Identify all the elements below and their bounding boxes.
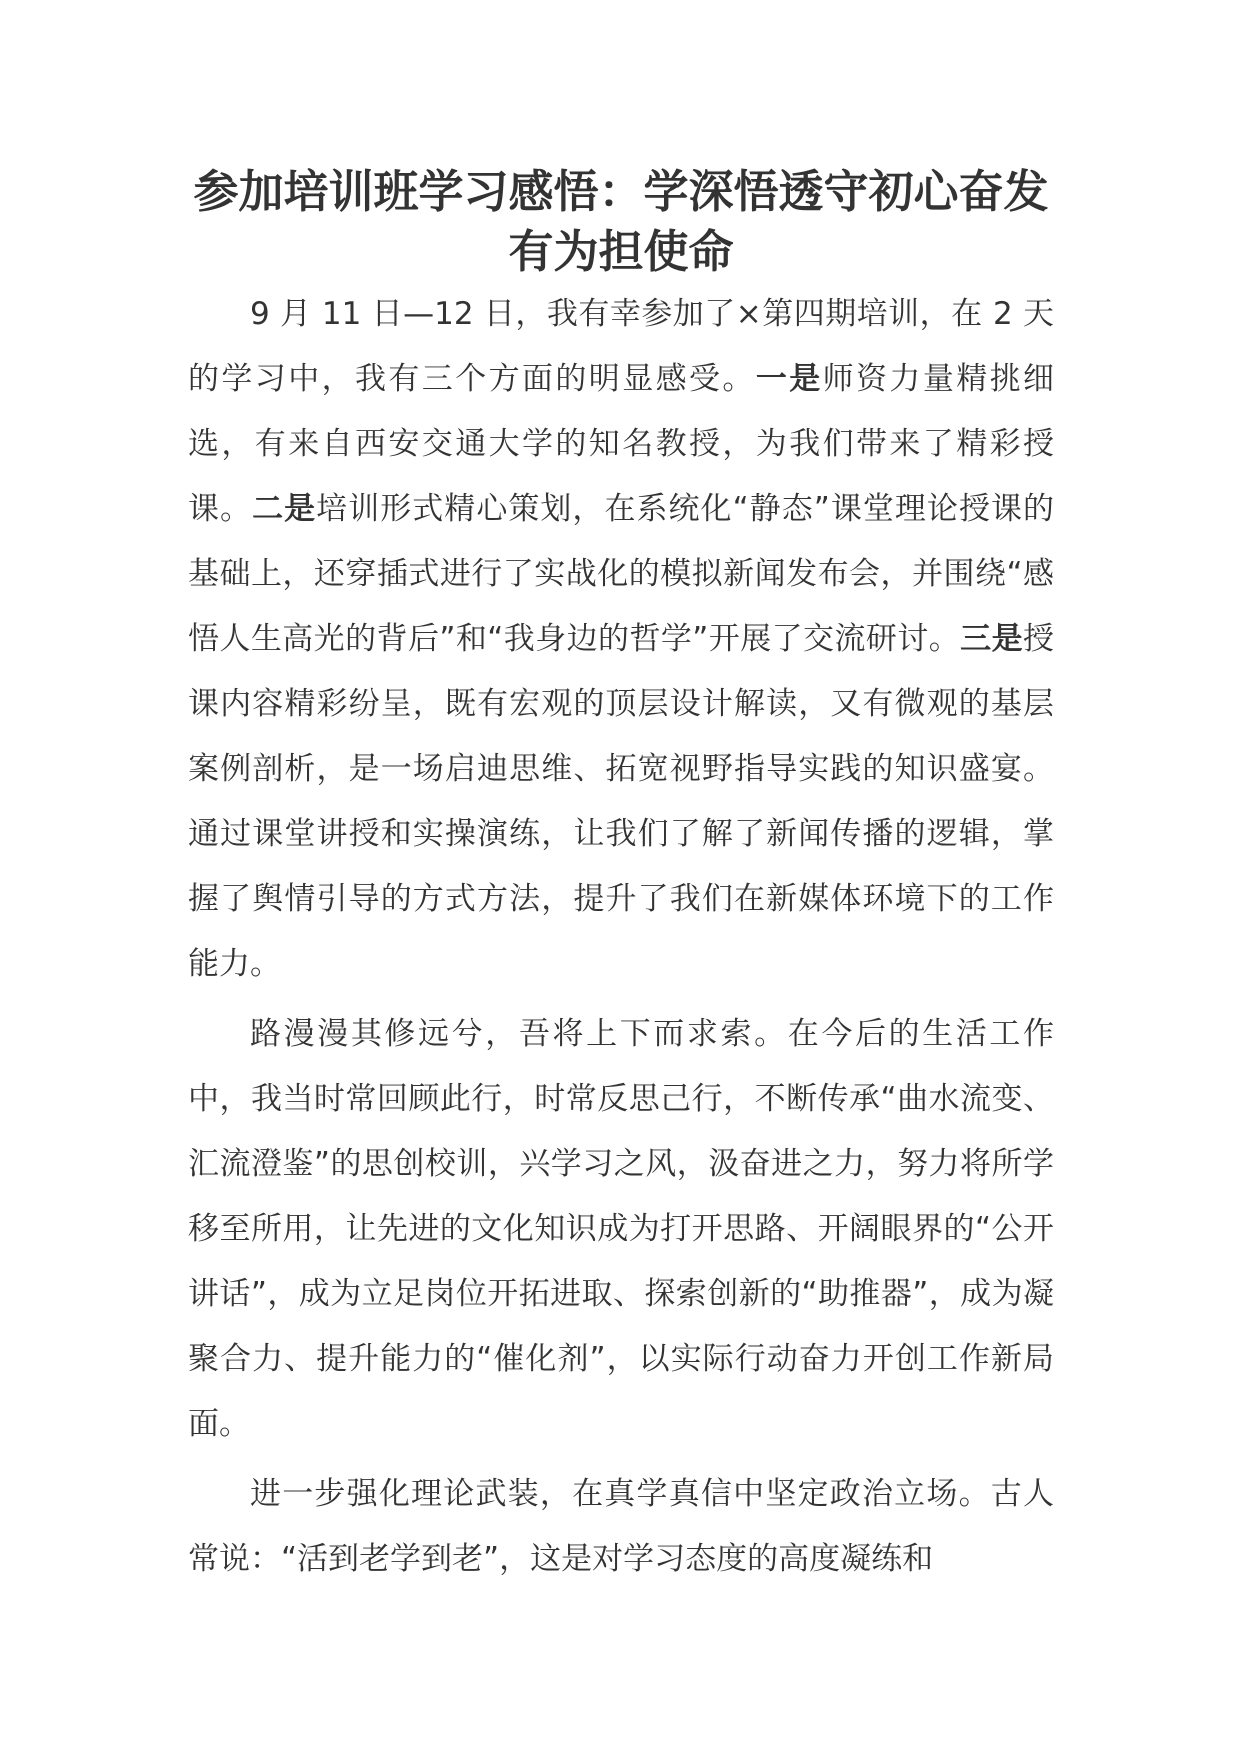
title-line-2: 有为担使命 xyxy=(508,225,734,278)
document-page xyxy=(188,162,1054,1597)
paragraph-1-text-1: 9 月 11 日—12 日，我有幸参加了×第四期培训，在 2 天的学习中，我有三个方面的明显感受。 xyxy=(188,296,1054,397)
emphasis-second: 二是 xyxy=(252,491,317,527)
emphasis-third: 三是 xyxy=(960,621,1023,657)
paragraph-1-text-4: 授课内容精彩纷呈，既有宏观的顶层设计解读，又有微观的基层案例剖析，是一场启迪思维、拓宽视野指导实践的知识盛宴。通过课堂讲授和实操演练，让我们了解了新闻传播的逻辑，掌握了舆情引导的方式方法，提升了我们在新媒体环境下的工作能力。 xyxy=(188,621,1054,982)
paragraph-2: 路漫漫其修远兮，吾将上下而求索。在今后的生活工作中，我当时常回顾此行，时常反思己行，不断传承“曲水流变、汇流澄鉴”的思创校训，兴学习之风，汲奋进之力，努力将所学移至所用，让先进的文化知识成为打开思路、开阔眼界的“公开讲话”，成为立足岗位开拓进取、探索创新的“助推器”，成为凝聚合力、提升能力的“催化剂”，以实际行动奋力开创工作新局面。 xyxy=(188,1016,1054,1442)
document-title xyxy=(188,162,1054,282)
paragraph-1-text-2: 师资力量精挑细选，有来自西安交通大学的知名教授，为我们带来了精彩授课。 xyxy=(188,361,1055,527)
paragraph-1 xyxy=(188,282,1054,997)
paragraph-3: 进一步强化理论武装，在真学真信中坚定政治立场。古人常说：“活到老学到老”，这是对学习态度的高度凝练和 xyxy=(188,1476,1054,1577)
paragraph-1-text-3: 培训形式精心策划，在系统化“静态”课堂理论授课的基础上，还穿插式进行了实战化的模拟新闻发布会，并围绕“感悟人生高光的背后”和“我身边的哲学”开展了交流研讨。 xyxy=(188,491,1055,657)
title-line-1: 参加培训班学习感悟：学深悟透守初心奋发 xyxy=(193,165,1049,218)
emphasis-first: 一是 xyxy=(755,361,823,397)
